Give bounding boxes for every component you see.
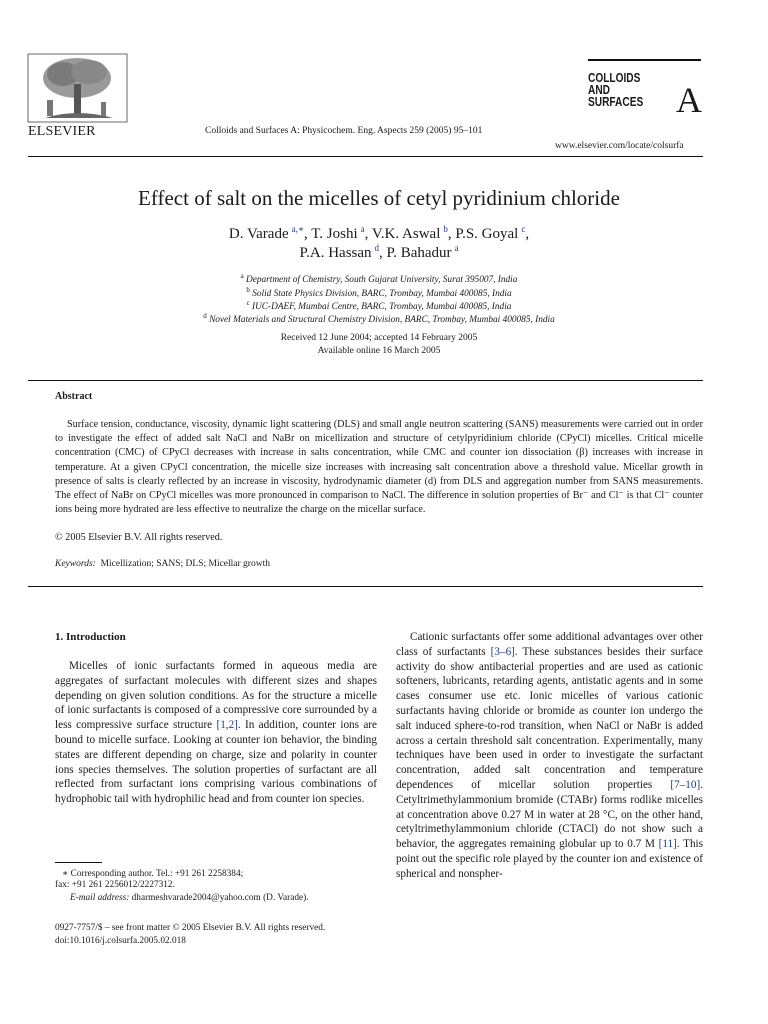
body-column-left bbox=[55, 659, 377, 807]
header-rule bbox=[28, 156, 703, 157]
affiliation bbox=[28, 312, 730, 325]
author-affiliation-mark[interactable]: b bbox=[443, 224, 448, 234]
affiliation-text: IUC-DAEF, Mumbai Centre, BARC, Trombay, Mumbai 400085, India bbox=[252, 302, 512, 312]
author-affiliation-mark[interactable]: a bbox=[360, 224, 365, 234]
author-name: P.A. Hassan bbox=[299, 245, 372, 261]
email-label: E-mail address: bbox=[70, 893, 130, 903]
author-affiliation-mark[interactable]: c bbox=[521, 224, 526, 234]
affiliation-key: a bbox=[240, 272, 244, 280]
paragraph-text: . These substances besides their surface activity do show antibacterial properties and are used as cationic softeners, lubricants, retarding agents, antistatic agents and in some cases consumer use etc. Ionic micelles of various cationic surfactants having chloride or bromide as counter ion undergo the salt induced sphere-to-rod transition, when NaCl or NaBr is added across a certain threshold salt concentration. Experimentally, many techniques have been used in order to investigate the surfactant concentration, added salt concentration and temperature dependences of micellar solution properties bbox=[396, 645, 703, 791]
author-name: D. Varade bbox=[228, 226, 289, 242]
affiliation-text: Novel Materials and Structural Chemistry Division, BARC, Trombay, Mumbai 400085, India bbox=[209, 315, 555, 325]
journal-mark bbox=[588, 72, 643, 108]
abstract-text: Surface tension, conductance, viscosity, dynamic light scattering (DLS) and small angle neutron scattering (SANS) measurements were carried out in order to investigate the effect of added salt NaCl and NaBr on micellization and structure of cetylpyridinium chloride (CPyCl) micelles. Critical micelle concentration (CMC) of CPyCl decreases with increase in salts concentration, while CMC and counter ion dissociation (β) increases with increase in temperature. At a given CPyCl concentration, the micelle size increases with increasing salt concentration above a threshold value. Micellar growth in presence of salts is clearly reflected by an increase in viscosity, hydrodynamic diameter (d) from DLS and aggregation number from SANS measurements. The effect of NaBr on CPyCl micelles was more pronounced in comparison to NaCl. The difference in solution properties of Br⁻ and Cl⁻ is that Cl⁻ counter ions being more hydrated are less effective to neutralize the charge on the micellar surface. bbox=[55, 419, 703, 516]
affiliation-text: Solid State Physics Division, BARC, Trombay, Mumbai 400085, India bbox=[252, 289, 512, 299]
paragraph-text: . In addition, counter ions are bound to micelle surface. Looking at counter ion behavior, the binding states are different depending on charge, size and polarity in counter ions species themselves. The solution properties of surfactant are all reflected from surfactant ions comprising various combinations of hydrophobic tail with hydrophilic head and from counter ion species. bbox=[55, 719, 377, 806]
keywords bbox=[55, 559, 270, 569]
journal-mark-rule bbox=[588, 59, 701, 61]
abstract-bottom-rule bbox=[28, 586, 703, 587]
journal-mark-line: SURFACES bbox=[588, 94, 644, 109]
author-name: P. Bahadur bbox=[386, 245, 452, 261]
online-date: Available online 16 March 2005 bbox=[317, 346, 441, 356]
journal-section-letter: A bbox=[676, 80, 702, 120]
citation-link[interactable]: [7–10] bbox=[670, 778, 701, 791]
affiliation bbox=[28, 299, 730, 312]
author-affiliation-mark[interactable]: a bbox=[454, 243, 459, 253]
journal-mark-line: AND bbox=[588, 82, 610, 97]
author-name: T. Joshi bbox=[311, 226, 358, 242]
author-list: P.A. Hassan $^d$, P. Bahadur $^a$ bbox=[299, 243, 459, 261]
abstract-heading: Abstract bbox=[55, 391, 93, 402]
received-dates: Received 12 June 2004; accepted 14 February 2005 bbox=[280, 333, 478, 343]
front-matter-note: 0927-7757/$ – see front matter © 2005 Elsevier B.V. All rights reserved. bbox=[55, 923, 326, 933]
journal-url[interactable]: www.elsevier.com/locate/colsurfa bbox=[555, 141, 684, 151]
journal-mark-line: COLLOIDS bbox=[588, 70, 641, 85]
author-name: P.S. Goyal bbox=[455, 226, 519, 242]
citation-link[interactable]: [11] bbox=[658, 838, 677, 851]
author-affiliation-mark[interactable]: a,∗ bbox=[291, 224, 304, 234]
author-list: D. Varade $^{a,∗}$, T. Joshi $^a$, V.K. Aswal $^b$, P.S. Goyal $^c$, bbox=[228, 224, 530, 242]
paragraph-text: . Cetyltrimethylammonium bromide (CTABr) forms rodlike micelles at concentration above 0.27 M in water at 28 °C, on the other hand, cetyltrimethylammonium chloride (CTACl) do not show such a behavior, the aggregates remaining globular up to 0.7 M bbox=[396, 778, 703, 851]
citation-link[interactable]: [1,2] bbox=[216, 719, 238, 732]
footnote-corresponding: ∗ Corresponding author. Tel.: +91 261 2258384; bbox=[62, 869, 244, 879]
abstract-top-rule bbox=[28, 380, 703, 381]
paragraph-text: Cationic surfactants offer some additional advantages over other class of surfactants bbox=[396, 631, 703, 658]
body-column-right bbox=[396, 630, 703, 882]
affiliation bbox=[28, 272, 730, 285]
keywords-label: Keywords: bbox=[55, 559, 96, 569]
affiliation bbox=[28, 286, 730, 299]
affiliation-key: c bbox=[246, 299, 250, 307]
journal-citation: Colloids and Surfaces A: Physicochem. Eng. Aspects 259 (2005) 95–101 bbox=[205, 126, 483, 136]
section-heading: 1. Introduction bbox=[55, 631, 126, 643]
affiliation-key: d bbox=[203, 312, 207, 320]
footnote-email bbox=[70, 893, 309, 903]
keywords-text: Micellization; SANS; DLS; Micellar growth bbox=[100, 559, 270, 569]
citation-link[interactable]: [3–6] bbox=[490, 645, 515, 658]
publisher-name: ELSEVIER bbox=[28, 124, 96, 139]
paragraph-text: . This point out the specific role played by the counter ion and existence of spherical and nonspher- bbox=[396, 838, 703, 880]
elsevier-tree-logo bbox=[25, 52, 130, 134]
footnote-fax: fax: +91 261 2256012/2227312. bbox=[55, 880, 175, 890]
affiliation-text: Department of Chemistry, South Gujarat University, Surat 395007, India bbox=[246, 275, 518, 285]
author-name: V.K. Aswal bbox=[371, 226, 441, 242]
affiliation-key: b bbox=[246, 286, 250, 294]
author-affiliation-mark[interactable]: d bbox=[374, 243, 380, 253]
footnote-rule bbox=[55, 862, 102, 863]
email-address[interactable]: dharmeshvarade2004@yahoo.com (D. Varade). bbox=[131, 893, 309, 903]
article-title: Effect of salt on the micelles of cetyl pyridinium chloride bbox=[138, 186, 620, 210]
abstract-copyright: © 2005 Elsevier B.V. All rights reserved. bbox=[55, 532, 223, 543]
paragraph-text: Micelles of ionic surfactants formed in aqueous media are aggregates of surfactant molecules with different sizes and shapes depending on given solution conditions. As for the structure a micelle of ionic surfactants is composed of a compressive core surrounded by a less compressive surface structure bbox=[55, 660, 377, 732]
doi[interactable]: doi:10.1016/j.colsurfa.2005.02.018 bbox=[55, 936, 186, 946]
